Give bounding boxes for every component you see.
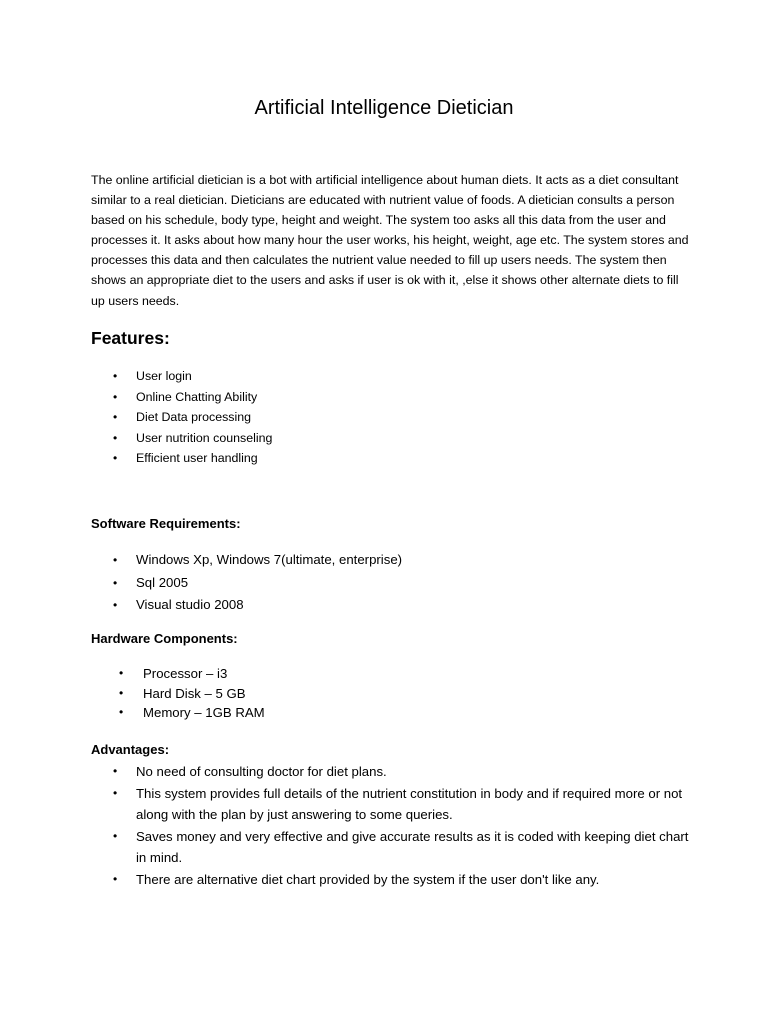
list-item-text: Windows Xp, Windows 7(ultimate, enterprise) (136, 552, 403, 567)
list-item-text: Online Chatting Ability (136, 389, 258, 404)
bullet-icon: • (113, 451, 118, 465)
list-item (91, 869, 691, 891)
list-item-text: User nutrition counseling (136, 430, 273, 445)
bullet-icon: • (113, 575, 118, 590)
bullet-icon: • (113, 828, 118, 843)
software-heading: Software Requirements: (91, 516, 241, 531)
bullet-icon: • (119, 685, 124, 700)
list-item-text: Memory – 1GB RAM (143, 705, 265, 721)
bullet-icon: • (113, 389, 118, 404)
list-item-text: Saves money and very effective and give accurate results as it is coded with keeping diet chart in mind. (136, 828, 689, 865)
bullet-icon: • (119, 705, 124, 720)
bullet-icon: • (113, 553, 118, 567)
list-item (91, 428, 651, 449)
list-item (91, 783, 691, 826)
advantages-list (91, 761, 691, 890)
list-item-text: Hard Disk – 5 GB (143, 685, 246, 701)
bullet-icon: • (113, 369, 118, 383)
bullet-icon: • (113, 871, 118, 886)
document-title: Artificial Intelligence Dietician (254, 97, 514, 119)
list-item (91, 703, 651, 723)
features-heading: Features: (91, 328, 170, 348)
list-item (91, 761, 691, 783)
list-item (91, 549, 651, 572)
list-item-text: Sql 2005 (136, 574, 189, 590)
list-item (91, 594, 651, 617)
list-item (91, 664, 651, 684)
features-list (91, 366, 651, 469)
hardware-list (91, 664, 651, 723)
list-item-text: Efficient user handling (136, 451, 258, 465)
list-item (91, 366, 651, 387)
bullet-icon: • (113, 785, 118, 800)
list-item (91, 407, 651, 428)
list-item-text: User login (136, 369, 192, 383)
intro-paragraph: The online artificial dietician is a bot with artificial intelligence about human diets. It acts as a diet consultant similar to a real dietician. Dieticians are educated with nutrient value of foods. A dietician consults a person based on his schedule, body type, height and weight. The system too asks all this data from the user and processes it. It asks about how many hour the user works, his height, weight, age etc. The system stores and processes this data and then calculates the nutrient value needed to fill up users needs. The system then shows an appropriate diet to the users and asks if user is ok with it, ,else it shows other alternate diets to fill up users needs. (91, 173, 689, 308)
list-item-text: There are alternative diet chart provided by the system if the user don't like any. (136, 871, 600, 887)
list-item-text: Processor – i3 (143, 666, 228, 681)
advantages-heading: Advantages: (91, 742, 170, 757)
list-item (91, 826, 691, 869)
list-item (91, 448, 651, 469)
bullet-icon: • (113, 410, 118, 424)
bullet-icon: • (113, 764, 118, 778)
list-item-text: No need of consulting doctor for diet plans. (136, 764, 387, 779)
hardware-heading: Hardware Components: (91, 631, 238, 646)
software-list (91, 549, 651, 617)
list-item (91, 684, 651, 704)
bullet-icon: • (119, 666, 124, 680)
bullet-icon: • (113, 430, 118, 445)
list-item-text: Visual studio 2008 (136, 597, 244, 612)
list-item (91, 572, 651, 595)
list-item (91, 387, 651, 408)
list-item-text: Diet Data processing (136, 410, 252, 424)
bullet-icon: • (113, 598, 118, 612)
list-item-text: This system provides full details of the nutrient constitution in body and if required more or not along with the plan by just answering to some queries. (136, 785, 683, 822)
